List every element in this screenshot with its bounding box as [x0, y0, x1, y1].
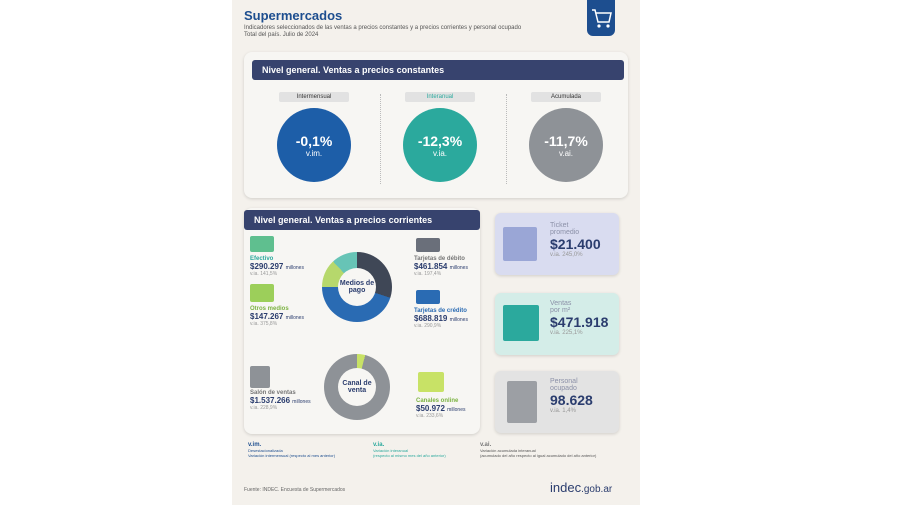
personal-card: Personal ocupado 98.628 v.ia. 1,4%	[495, 371, 619, 433]
shopping-cart-icon	[587, 0, 615, 36]
intermensual-value: -0,1%	[295, 132, 333, 149]
acumulada-label: Acumulada	[531, 92, 601, 102]
interanual-label: Interanual	[405, 92, 475, 102]
storefront-icon	[503, 305, 539, 341]
channel-donut	[324, 354, 390, 420]
page-subtitle: Indicadores seleccionados de las ventas a precios constantes y a precios corrientes y personal ocupado Total del país. Julio de 2024	[244, 25, 522, 38]
constant-prices-title: Nivel general. Ventas a precios constantes	[252, 60, 624, 80]
infographic	[232, 0, 640, 505]
debito-block: Tarjetas de débito $461.854 millones v.ia. 197,4%	[414, 256, 468, 277]
credito-block: Tarjetas de crédito $688.819 millones v.ia. 290,9%	[414, 308, 468, 329]
intermensual-ring	[277, 108, 351, 182]
ventas-value: $471.918	[550, 314, 609, 330]
acumulada-unit: v.ai.	[558, 148, 574, 158]
salon-block: Salón de ventas $1.537.266 millones v.ia. 228,9%	[250, 390, 311, 411]
credit-card-icon	[416, 290, 440, 304]
divider	[506, 94, 507, 184]
intermensual-label: Intermensual	[279, 92, 349, 102]
source-note: Fuente: INDEC. Encuesta de Supermercados	[244, 487, 346, 493]
online-block: Canales online $50.972 millones v.ia. 233,6%	[416, 398, 466, 419]
page-title: Supermercados	[244, 8, 343, 23]
medios-label: Medios de pago	[338, 268, 376, 306]
divider	[380, 94, 381, 184]
ticket-card: Ticket promedio $21.400 v.ia. 245,0%	[495, 213, 619, 275]
intermensual-unit: v.im.	[305, 148, 323, 158]
interanual-unit: v.ia.	[432, 148, 448, 158]
current-prices-title: Nivel general. Ventas a precios corrientes	[244, 210, 480, 230]
interanual-value: -12,3%	[417, 132, 463, 149]
constant-prices-panel	[244, 52, 628, 198]
indec-logo: indec.gob.ar	[550, 480, 613, 495]
otros-medios-block: Otros medios $147.267 millones v.ia. 375,8%	[250, 306, 304, 327]
debit-card-icon	[416, 238, 440, 252]
online-devices-icon	[418, 372, 444, 392]
interanual-indicator	[390, 92, 490, 192]
workers-icon	[507, 381, 537, 423]
payment-donut	[322, 252, 392, 322]
ticket-value: $21.400	[550, 236, 601, 252]
acumulada-indicator	[516, 92, 616, 192]
personal-value: 98.628	[550, 392, 593, 408]
legend-vim: v.im. Desestacionalizada Variación intermensual (respecto al mes anterior)	[248, 442, 336, 458]
acumulada-value: -11,7%	[544, 132, 588, 149]
other-payment-icon	[250, 284, 274, 302]
legend-via: v.ia. Variación interanual (respecto al mismo mes del año anterior)	[373, 442, 446, 458]
ventas-m2-card: Ventas por m² $471.918 v.ia. 225,1%	[495, 293, 619, 355]
efectivo-block: Efectivo $290.297 millones v.ia. 141,5%	[250, 256, 304, 277]
current-prices-panel	[244, 208, 480, 434]
intermensual-indicator	[264, 92, 364, 192]
interanual-ring	[403, 108, 477, 182]
acumulada-ring	[529, 108, 603, 182]
store-icon	[250, 366, 270, 388]
cash-icon	[250, 236, 274, 252]
legend-vai: v.ai. Variación acumulada interanual (acumulado del año respecto al igual acumulado del año anterior)	[480, 442, 597, 458]
ticket-icon	[503, 227, 537, 261]
canal-label: Canal de venta	[338, 368, 376, 406]
